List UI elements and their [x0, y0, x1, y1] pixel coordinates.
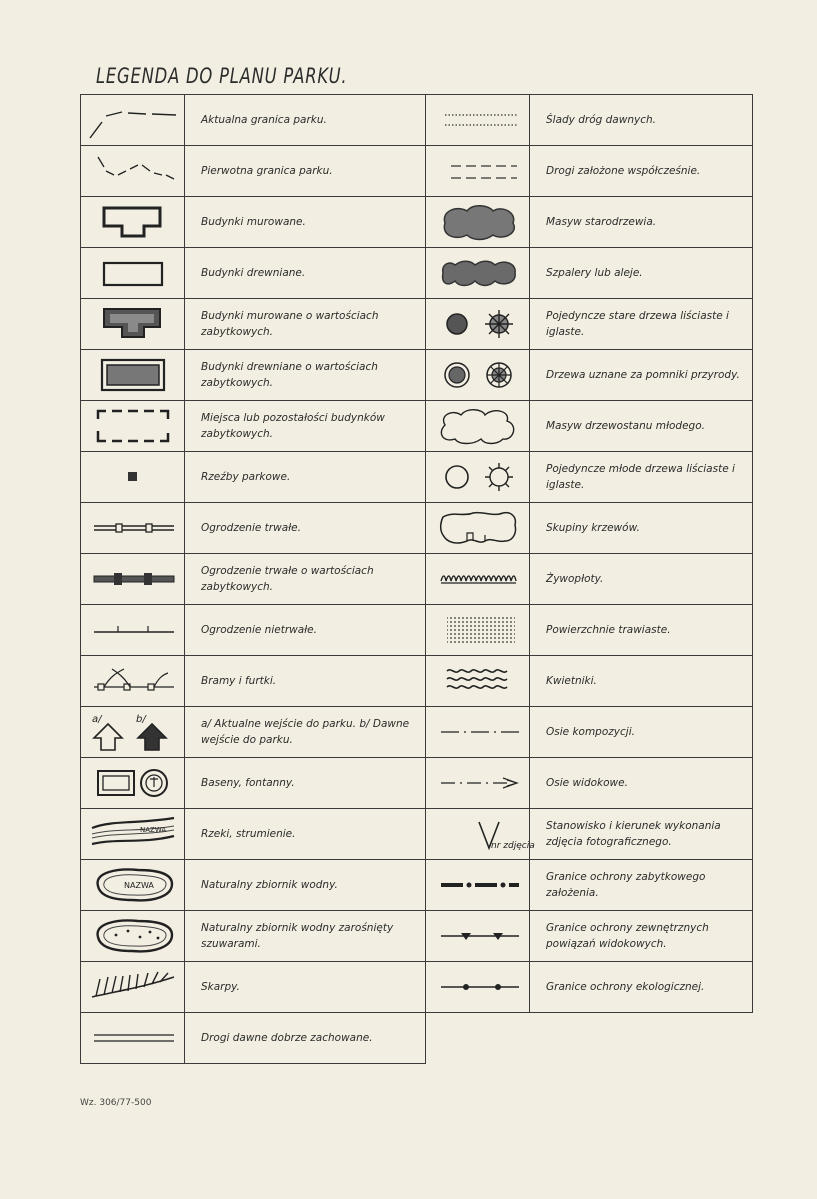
symbol-tree-rows: [426, 248, 530, 299]
legend-table: [80, 94, 753, 1064]
symbol-natural-monument-trees: [426, 350, 530, 401]
legend-row: [81, 452, 753, 503]
label-left: Budynki murowane o wartościach zabytkowych.: [185, 299, 426, 350]
label-left: Budynki drewniane o wartościach zabytkowych.: [185, 350, 426, 401]
label-left: Baseny, fontanny.: [185, 758, 426, 809]
legend-row: [81, 758, 753, 809]
symbol-overgrown-water-body: [81, 911, 185, 962]
label-left: Pierwotna granica parku.: [185, 146, 426, 197]
label-right: Granice ochrony ekologicznej.: [530, 962, 753, 1013]
label-left: Rzeki, strumienie.: [185, 809, 426, 860]
symbol-modern-roads: [426, 146, 530, 197]
symbol-flower-beds: [426, 656, 530, 707]
label-left: Miejsca lub pozostałości budynków zabytkowych.: [185, 401, 426, 452]
label-right: Żywopłoty.: [530, 554, 753, 605]
symbol-composition-axes: [426, 707, 530, 758]
legend-row: [81, 197, 753, 248]
symbol-single-old-trees: [426, 299, 530, 350]
legend-row: [81, 1013, 753, 1064]
symbol-photo-station: [426, 809, 535, 860]
river-name-label: NAZWA: [139, 826, 166, 834]
label-right: Ślady dróg dawnych.: [530, 95, 753, 146]
legend-row: [81, 248, 753, 299]
legend-row: [81, 707, 753, 758]
symbol-well-preserved-old-roads: [81, 1013, 185, 1064]
symbol-shrub-groups: [426, 503, 530, 554]
label-right: Masyw drzewostanu młodego.: [530, 401, 753, 452]
label-right: Granice ochrony zewnętrznych powiązań widokowych.: [530, 911, 753, 962]
empty-cell: [530, 1013, 753, 1064]
symbol-ecological-protection-boundary: [426, 962, 530, 1013]
symbol-park-sculptures: [81, 452, 185, 503]
legend-row: [81, 350, 753, 401]
symbol-historic-brick-buildings: [81, 299, 185, 350]
label-right: Osie kompozycji.: [530, 707, 753, 758]
symbol-wooden-buildings: [81, 248, 185, 299]
legend-row: [81, 605, 753, 656]
label-left: Drogi dawne dobrze zachowane.: [185, 1013, 426, 1064]
label-right: Powierzchnie trawiaste.: [530, 605, 753, 656]
label-right: Szpalery lub aleje.: [530, 248, 753, 299]
legend-row: [81, 299, 753, 350]
symbol-park-entrances: [81, 707, 185, 758]
empty-cell: [426, 1013, 530, 1064]
legend-row: [81, 962, 753, 1013]
label-left: Ogrodzenie nietrwałe.: [185, 605, 426, 656]
symbol-hedges: [426, 554, 530, 605]
legend-row: [81, 809, 753, 860]
symbol-natural-water-body: [81, 860, 185, 911]
symbol-view-protection-boundary: [426, 911, 530, 962]
symbol-grass-areas: [426, 605, 530, 656]
symbol-temporary-fence: [81, 605, 185, 656]
label-right: Pojedyncze młode drzewa liściaste i iglaste.: [530, 452, 753, 503]
label-left: Ogrodzenie trwałe o wartościach zabytkowych.: [185, 554, 426, 605]
symbol-original-park-boundary: [81, 146, 185, 197]
label-right: Masyw starodrzewia.: [530, 197, 753, 248]
symbol-historic-wooden-buildings: [81, 350, 185, 401]
label-left: Naturalny zbiornik wodny.: [185, 860, 426, 911]
label-left: Naturalny zbiornik wodny zarośnięty szuwarami.: [185, 911, 426, 962]
entrance-b-label: b/: [135, 714, 146, 725]
legend-row: [81, 656, 753, 707]
symbol-rivers-streams: [81, 809, 185, 860]
legend-row: [81, 911, 753, 962]
label-left: Budynki drewniane.: [185, 248, 426, 299]
symbol-gates: [81, 656, 185, 707]
label-right: Stanowisko i kierunek wykonania zdjęcia fotograficznego.: [530, 809, 753, 860]
label-left: a/ Aktualne wejście do parku. b/ Dawne wejście do parku.: [185, 707, 426, 758]
lake-name-label: NAZWA: [123, 881, 154, 890]
legend-row: [81, 503, 753, 554]
label-left: Aktualna granica parku.: [185, 95, 426, 146]
legend-row: [81, 146, 753, 197]
legend-row: [81, 95, 753, 146]
label-right: Skupiny krzewów.: [530, 503, 753, 554]
form-number: Wz. 306/77-500: [80, 1098, 152, 1108]
page-title: LEGENDA DO PLANU PARKU.: [96, 64, 348, 88]
symbol-old-tree-mass: [426, 197, 530, 248]
legend-row: [81, 401, 753, 452]
label-left: Rzeźby parkowe.: [185, 452, 426, 503]
legend-row: [81, 860, 753, 911]
label-right: Pojedyncze stare drzewa liściaste i iglaste.: [530, 299, 753, 350]
label-right: Drzewa uznane za pomniki przyrody.: [530, 350, 753, 401]
symbol-escarpments: [81, 962, 185, 1013]
label-right: Granice ochrony zabytkowego założenia.: [530, 860, 753, 911]
label-left: Skarpy.: [185, 962, 426, 1013]
symbol-brick-buildings: [81, 197, 185, 248]
symbol-pools-fountains: [81, 758, 185, 809]
symbol-view-axes: [426, 758, 530, 809]
symbol-young-tree-mass: [426, 401, 530, 452]
label-right: Kwietniki.: [530, 656, 753, 707]
label-left: Budynki murowane.: [185, 197, 426, 248]
symbol-historic-protection-boundary: [426, 860, 530, 911]
photo-number-label: nr zdjęcia: [490, 841, 535, 851]
label-right: Drogi założone współcześnie.: [530, 146, 753, 197]
label-left: Bramy i furtki.: [185, 656, 426, 707]
symbol-historic-permanent-fence: [81, 554, 185, 605]
label-left: Ogrodzenie trwałe.: [185, 503, 426, 554]
symbol-single-young-trees: [426, 452, 530, 503]
legend-row: [81, 554, 753, 605]
entrance-a-label: a/: [91, 714, 101, 725]
symbol-permanent-fence: [81, 503, 185, 554]
symbol-current-park-boundary: [81, 95, 185, 146]
symbol-building-remains: [81, 401, 185, 452]
label-right: Osie widokowe.: [530, 758, 753, 809]
symbol-old-road-traces: [426, 95, 530, 146]
